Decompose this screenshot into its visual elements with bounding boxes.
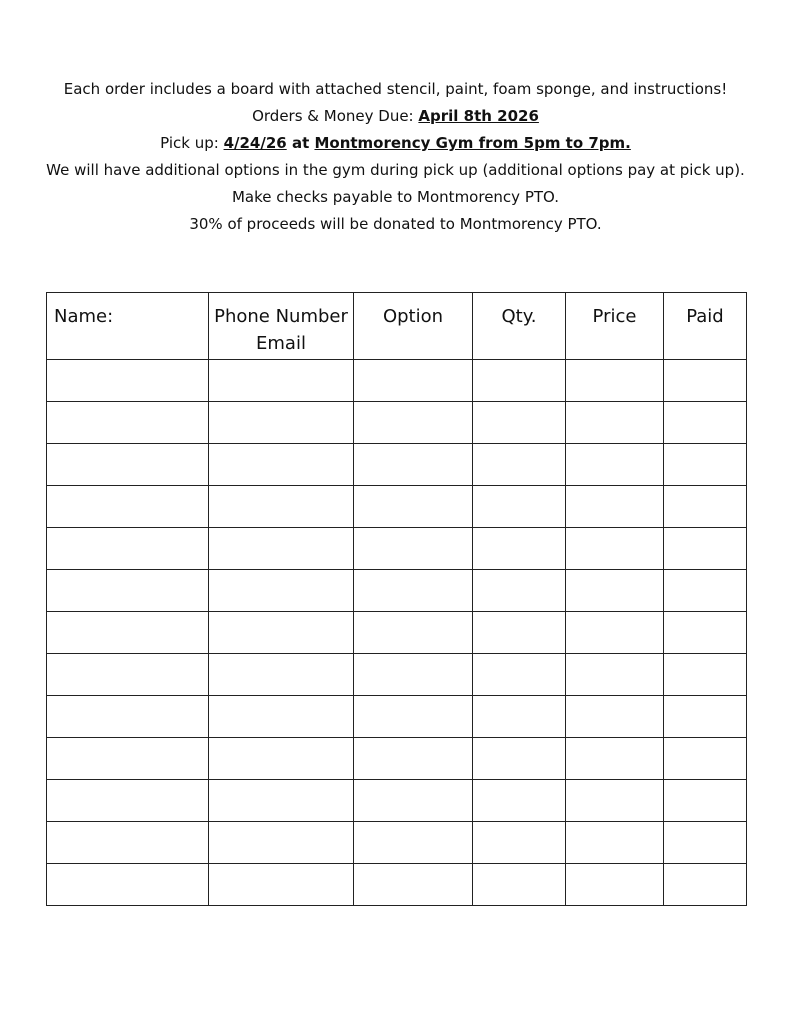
table-row — [47, 570, 747, 612]
paid-cell[interactable] — [664, 444, 747, 486]
phone-email-cell[interactable] — [209, 780, 354, 822]
phone-email-cell[interactable] — [209, 444, 354, 486]
option-cell[interactable] — [354, 654, 473, 696]
paid-cell[interactable] — [664, 654, 747, 696]
price-cell[interactable] — [566, 360, 664, 402]
price-cell[interactable] — [566, 444, 664, 486]
option-cell[interactable] — [354, 402, 473, 444]
pickup-location: Montmorency Gym from 5pm to 7pm. — [314, 134, 631, 152]
price-cell[interactable] — [566, 864, 664, 906]
phone-email-cell[interactable] — [209, 360, 354, 402]
paid-cell[interactable] — [664, 864, 747, 906]
table-row — [47, 696, 747, 738]
phone-email-cell[interactable] — [209, 402, 354, 444]
option-column-header: Option — [354, 293, 473, 360]
paid-cell[interactable] — [664, 570, 747, 612]
price-cell[interactable] — [566, 738, 664, 780]
email-header-label: Email — [256, 333, 306, 354]
qty-cell[interactable] — [473, 360, 566, 402]
name-cell[interactable] — [47, 822, 209, 864]
price-cell[interactable] — [566, 570, 664, 612]
phone-email-cell[interactable] — [209, 822, 354, 864]
price-cell[interactable] — [566, 654, 664, 696]
price-cell[interactable] — [566, 528, 664, 570]
table-header-row — [47, 293, 747, 360]
table-row — [47, 738, 747, 780]
table-row — [47, 822, 747, 864]
price-cell[interactable] — [566, 486, 664, 528]
phone-email-cell[interactable] — [209, 864, 354, 906]
option-cell[interactable] — [354, 864, 473, 906]
phone-email-column-header — [209, 293, 354, 360]
table-row — [47, 486, 747, 528]
pickup-line — [40, 130, 751, 157]
table-row — [47, 444, 747, 486]
name-cell[interactable] — [47, 654, 209, 696]
paid-cell[interactable] — [664, 738, 747, 780]
pickup-at: at — [286, 134, 315, 152]
option-cell[interactable] — [354, 444, 473, 486]
price-cell[interactable] — [566, 780, 664, 822]
name-column-header: Name: — [47, 293, 209, 360]
option-cell[interactable] — [354, 612, 473, 654]
name-cell[interactable] — [47, 864, 209, 906]
phone-email-cell[interactable] — [209, 528, 354, 570]
option-cell[interactable] — [354, 696, 473, 738]
order-form-table — [46, 292, 747, 906]
qty-cell[interactable] — [473, 612, 566, 654]
phone-email-cell[interactable] — [209, 654, 354, 696]
qty-cell[interactable] — [473, 654, 566, 696]
option-cell[interactable] — [354, 360, 473, 402]
due-date-label: Orders & Money Due: — [252, 107, 419, 125]
option-cell[interactable] — [354, 780, 473, 822]
phone-email-cell[interactable] — [209, 696, 354, 738]
paid-cell[interactable] — [664, 612, 747, 654]
name-cell[interactable] — [47, 570, 209, 612]
qty-cell[interactable] — [473, 822, 566, 864]
checks-payable-text: Make checks payable to Montmorency PTO. — [231, 188, 559, 206]
paid-column-header: Paid — [664, 293, 747, 360]
option-cell[interactable] — [354, 822, 473, 864]
name-cell[interactable] — [47, 780, 209, 822]
table-row — [47, 654, 747, 696]
name-cell[interactable] — [47, 360, 209, 402]
phone-email-cell[interactable] — [209, 738, 354, 780]
due-date: April 8th 2026 — [418, 107, 539, 125]
table-row — [47, 780, 747, 822]
table-row — [47, 528, 747, 570]
price-cell[interactable] — [566, 402, 664, 444]
qty-cell[interactable] — [473, 486, 566, 528]
name-cell[interactable] — [47, 528, 209, 570]
price-cell[interactable] — [566, 822, 664, 864]
phone-email-cell[interactable] — [209, 612, 354, 654]
qty-cell[interactable] — [473, 864, 566, 906]
paid-cell[interactable] — [664, 360, 747, 402]
due-date-line — [40, 103, 751, 130]
paid-cell[interactable] — [664, 402, 747, 444]
price-column-header: Price — [566, 293, 664, 360]
paid-cell[interactable] — [664, 822, 747, 864]
order-rows — [47, 360, 747, 906]
table-row — [47, 360, 747, 402]
paid-cell[interactable] — [664, 780, 747, 822]
table-row — [47, 612, 747, 654]
name-cell[interactable] — [47, 486, 209, 528]
name-cell[interactable] — [47, 612, 209, 654]
option-cell[interactable] — [354, 738, 473, 780]
table-row — [47, 864, 747, 906]
pickup-label: Pick up: — [160, 134, 224, 152]
qty-cell[interactable] — [473, 570, 566, 612]
option-cell[interactable] — [354, 570, 473, 612]
phone-email-cell[interactable] — [209, 570, 354, 612]
option-cell[interactable] — [354, 486, 473, 528]
paid-cell[interactable] — [664, 696, 747, 738]
phone-header-label: Phone Number — [214, 306, 348, 327]
qty-cell[interactable] — [473, 444, 566, 486]
proceeds-text: 30% of proceeds will be donated to Montmorency PTO. — [189, 215, 602, 233]
paid-cell[interactable] — [664, 486, 747, 528]
paid-cell[interactable] — [664, 528, 747, 570]
phone-email-cell[interactable] — [209, 486, 354, 528]
price-cell[interactable] — [566, 696, 664, 738]
additional-options-text: We will have additional options in the gym during pick up (additional options pay at pick up). — [46, 161, 745, 179]
qty-cell[interactable] — [473, 402, 566, 444]
name-cell[interactable] — [47, 696, 209, 738]
qty-cell[interactable] — [473, 696, 566, 738]
qty-cell[interactable] — [473, 738, 566, 780]
name-cell[interactable] — [47, 402, 209, 444]
qty-column-header: Qty. — [473, 293, 566, 360]
table-row — [47, 402, 747, 444]
qty-cell[interactable] — [473, 528, 566, 570]
qty-cell[interactable] — [473, 780, 566, 822]
price-cell[interactable] — [566, 612, 664, 654]
includes-text: Each order includes a board with attached stencil, paint, foam sponge, and instructions! — [63, 80, 728, 98]
pickup-date: 4/24/26 — [223, 134, 287, 152]
order-instructions — [40, 76, 751, 238]
option-cell[interactable] — [354, 528, 473, 570]
name-cell[interactable] — [47, 444, 209, 486]
name-cell[interactable] — [47, 738, 209, 780]
